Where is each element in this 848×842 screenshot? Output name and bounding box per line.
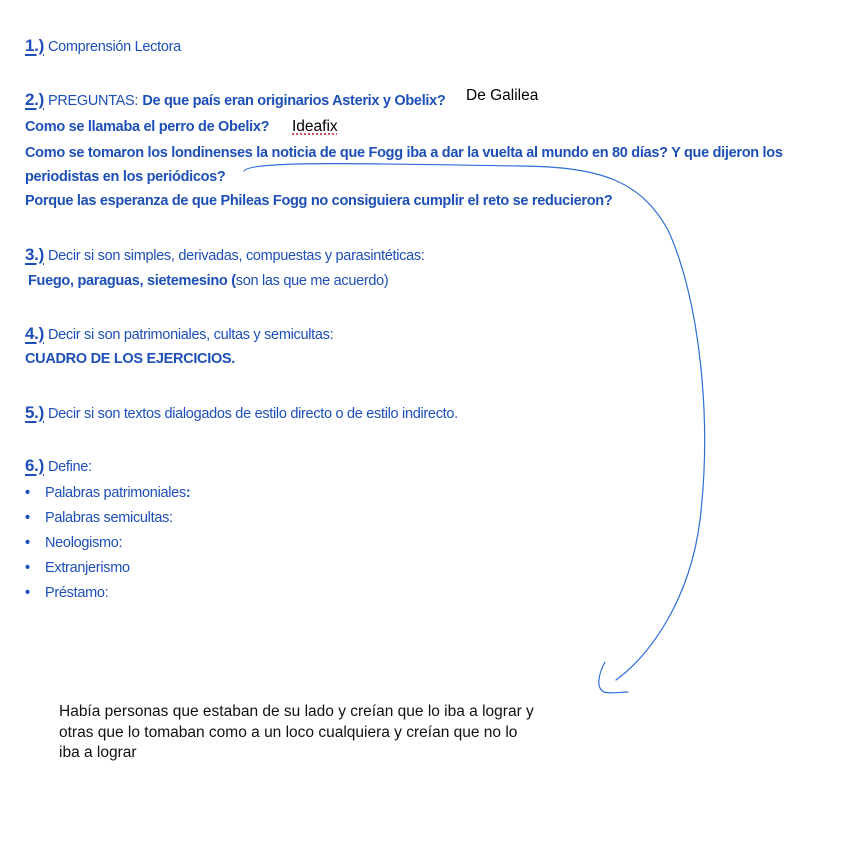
bullet-icon: • — [25, 485, 30, 501]
section-4 — [25, 324, 333, 344]
bullet-icon: • — [25, 560, 30, 576]
bullet-icon: • — [25, 535, 30, 551]
section-5-title: Decir si son textos dialogados de estilo directo o de estilo indirecto. — [47, 406, 458, 422]
question-4: Porque las esperanza de que Phileas Fogg no consiguiera cumplir el reto se reducieron? — [25, 193, 613, 209]
answer-3-line-3: iba a lograr — [59, 744, 137, 761]
section-1 — [25, 36, 181, 56]
section-4-title: Decir si son patrimoniales, cultas y semicultas: — [47, 327, 334, 343]
question-1: De que país eran originarios Asterix y Obelix? — [142, 93, 446, 109]
list-item — [25, 509, 190, 534]
list-item — [25, 484, 190, 509]
answer-3-block — [59, 702, 629, 764]
section-3-words — [28, 272, 388, 290]
section-3-number: 3.) — [25, 245, 44, 264]
question-3-line-2: periodistas en los periódicos? — [25, 169, 226, 185]
section-3-title: Decir si son simples, derivadas, compuestas y parasintéticas: — [47, 248, 425, 264]
bullet-icon: • — [25, 510, 30, 526]
section-3 — [25, 245, 425, 265]
answer-3-line-1: Había personas que estaban de su lado y creían que lo iba a lograr y — [59, 703, 534, 720]
list-item-suffix: : — [185, 485, 191, 501]
section-1-number: 1.) — [25, 36, 44, 55]
answer-1: De Galilea — [466, 87, 539, 104]
section-6 — [25, 456, 92, 476]
section-4-number: 4.) — [25, 324, 44, 343]
list-item-label: Palabras semicultas: — [45, 510, 173, 526]
section-1-title: Comprensión Lectora — [47, 39, 181, 55]
list-item-label: Neologismo: — [45, 535, 123, 551]
section-6-title: Define: — [47, 459, 92, 475]
bullet-icon: • — [25, 585, 30, 601]
list-item-label: Préstamo: — [45, 585, 109, 601]
section-3-note: son las que me acuerdo) — [235, 273, 389, 289]
list-item — [25, 559, 190, 584]
section-5 — [25, 403, 458, 423]
answer-2-text: Ideafix — [292, 118, 338, 135]
annotation-arrowhead — [599, 662, 628, 693]
section-2-number: 2.) — [25, 90, 44, 109]
list-item-label: Palabras patrimoniales — [45, 485, 186, 501]
list-item — [25, 584, 190, 609]
question-3-line-1: Como se tomaron los londinenses la noticia de que Fogg iba a dar la vuelta al mundo en 80 días? Y que dijeron los — [25, 145, 783, 161]
section-2-prefix: PREGUNTAS: — [47, 93, 139, 109]
answer-2 — [292, 118, 338, 136]
question-2: Como se llamaba el perro de Obelix? — [25, 119, 270, 135]
section-6-number: 6.) — [25, 456, 44, 475]
section-5-number: 5.) — [25, 403, 44, 422]
definitions-list — [25, 484, 190, 609]
answer-3-line-2: otras que lo tomaban como a un loco cualquiera y creían que no lo — [59, 723, 518, 741]
section-4-sub: CUADRO DE LOS EJERCICIOS. — [25, 351, 236, 367]
list-item — [25, 534, 190, 559]
section-2-header — [25, 90, 445, 110]
section-3-word-list: Fuego, paraguas, sietemesino ( — [28, 273, 236, 289]
list-item-label: Extranjerismo — [45, 560, 130, 576]
